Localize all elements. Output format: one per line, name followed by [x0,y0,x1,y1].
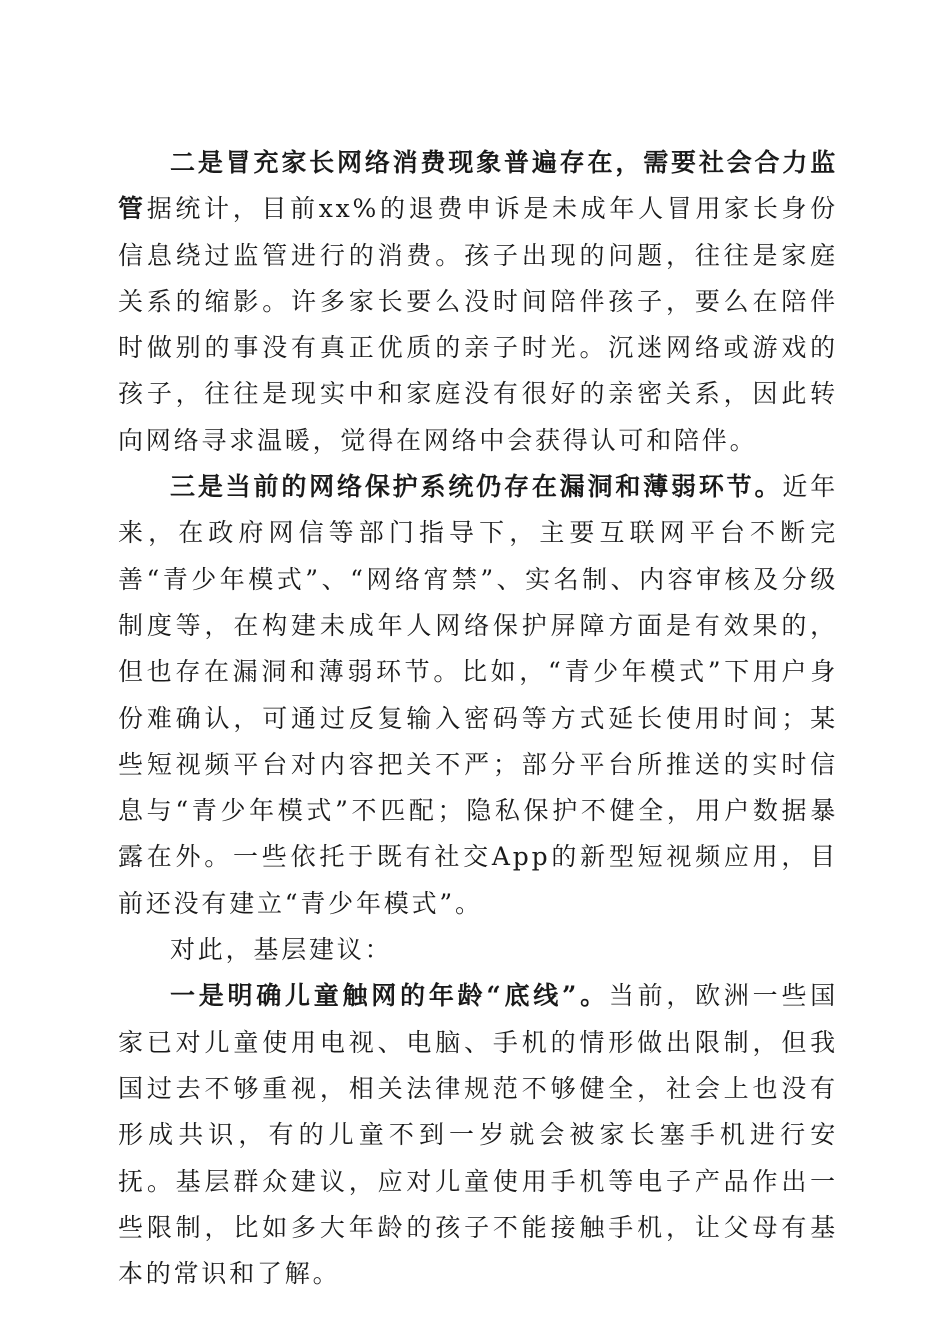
paragraph-2-lead: 三是当前的网络保护系统仍存在漏洞和薄弱环节。 [170,472,783,502]
paragraph-4 [118,973,838,1297]
paragraph-2 [118,464,838,927]
paragraph-3 [118,927,838,973]
paragraph-2-body: 近年来，在政府网信等部门指导下，主要互联网平台不断完善“青少年模式”、“网络宵禁”、实名制、内容审核及分级制度等，在构建未成年人网络保护屏障方面是有效果的，但也存在漏洞和薄弱环节。比如，“青少年模式”下用户身份难确认，可通过反复输入密码等方式延长使用时间；某些短视频平台对内容把关不严；部分平台所推送的实时信息与“青少年模式”不匹配；隐私保护不健全，用户数据暴露在外。一些依托于既有社交App的新型短视频应用，目前还没有建立“青少年模式”。 [118,472,838,918]
paragraph-1-body: 据统计，目前xx%的退费申诉是未成年人冒用家长身份信息绕过监管进行的消费。孩子出现的问题，往往是家庭关系的缩影。许多家长要么没时间陪伴孩子，要么在陪伴时做别的事没有真正优质的亲子时光。沉迷网络或游戏的孩子，往往是现实中和家庭没有很好的亲密关系，因此转向网络寻求温暖，觉得在网络中会获得认可和陪伴。 [118,194,838,455]
document-body [118,140,838,1297]
paragraph-3-body: 对此，基层建议： [170,935,393,965]
paragraph-1 [118,140,838,464]
paragraph-1-lead: 二是冒充家长网络消费现象普遍存在，需要社会合力监管 [118,148,838,224]
paragraph-4-lead: 一是明确儿童触网的年龄“底线”。 [170,981,609,1011]
paragraph-4-body: 当前，欧洲一些国家已对儿童使用电视、电脑、手机的情形做出限制，但我国过去不够重视，相关法律规范不够健全，社会上也没有形成共识，有的儿童不到一岁就会被家长塞手机进行安抚。基层群众建议，应对儿童使用手机等电子产品作出一些限制，比如多大年龄的孩子不能接触手机，让父母有基本的常识和了解。 [118,981,838,1289]
